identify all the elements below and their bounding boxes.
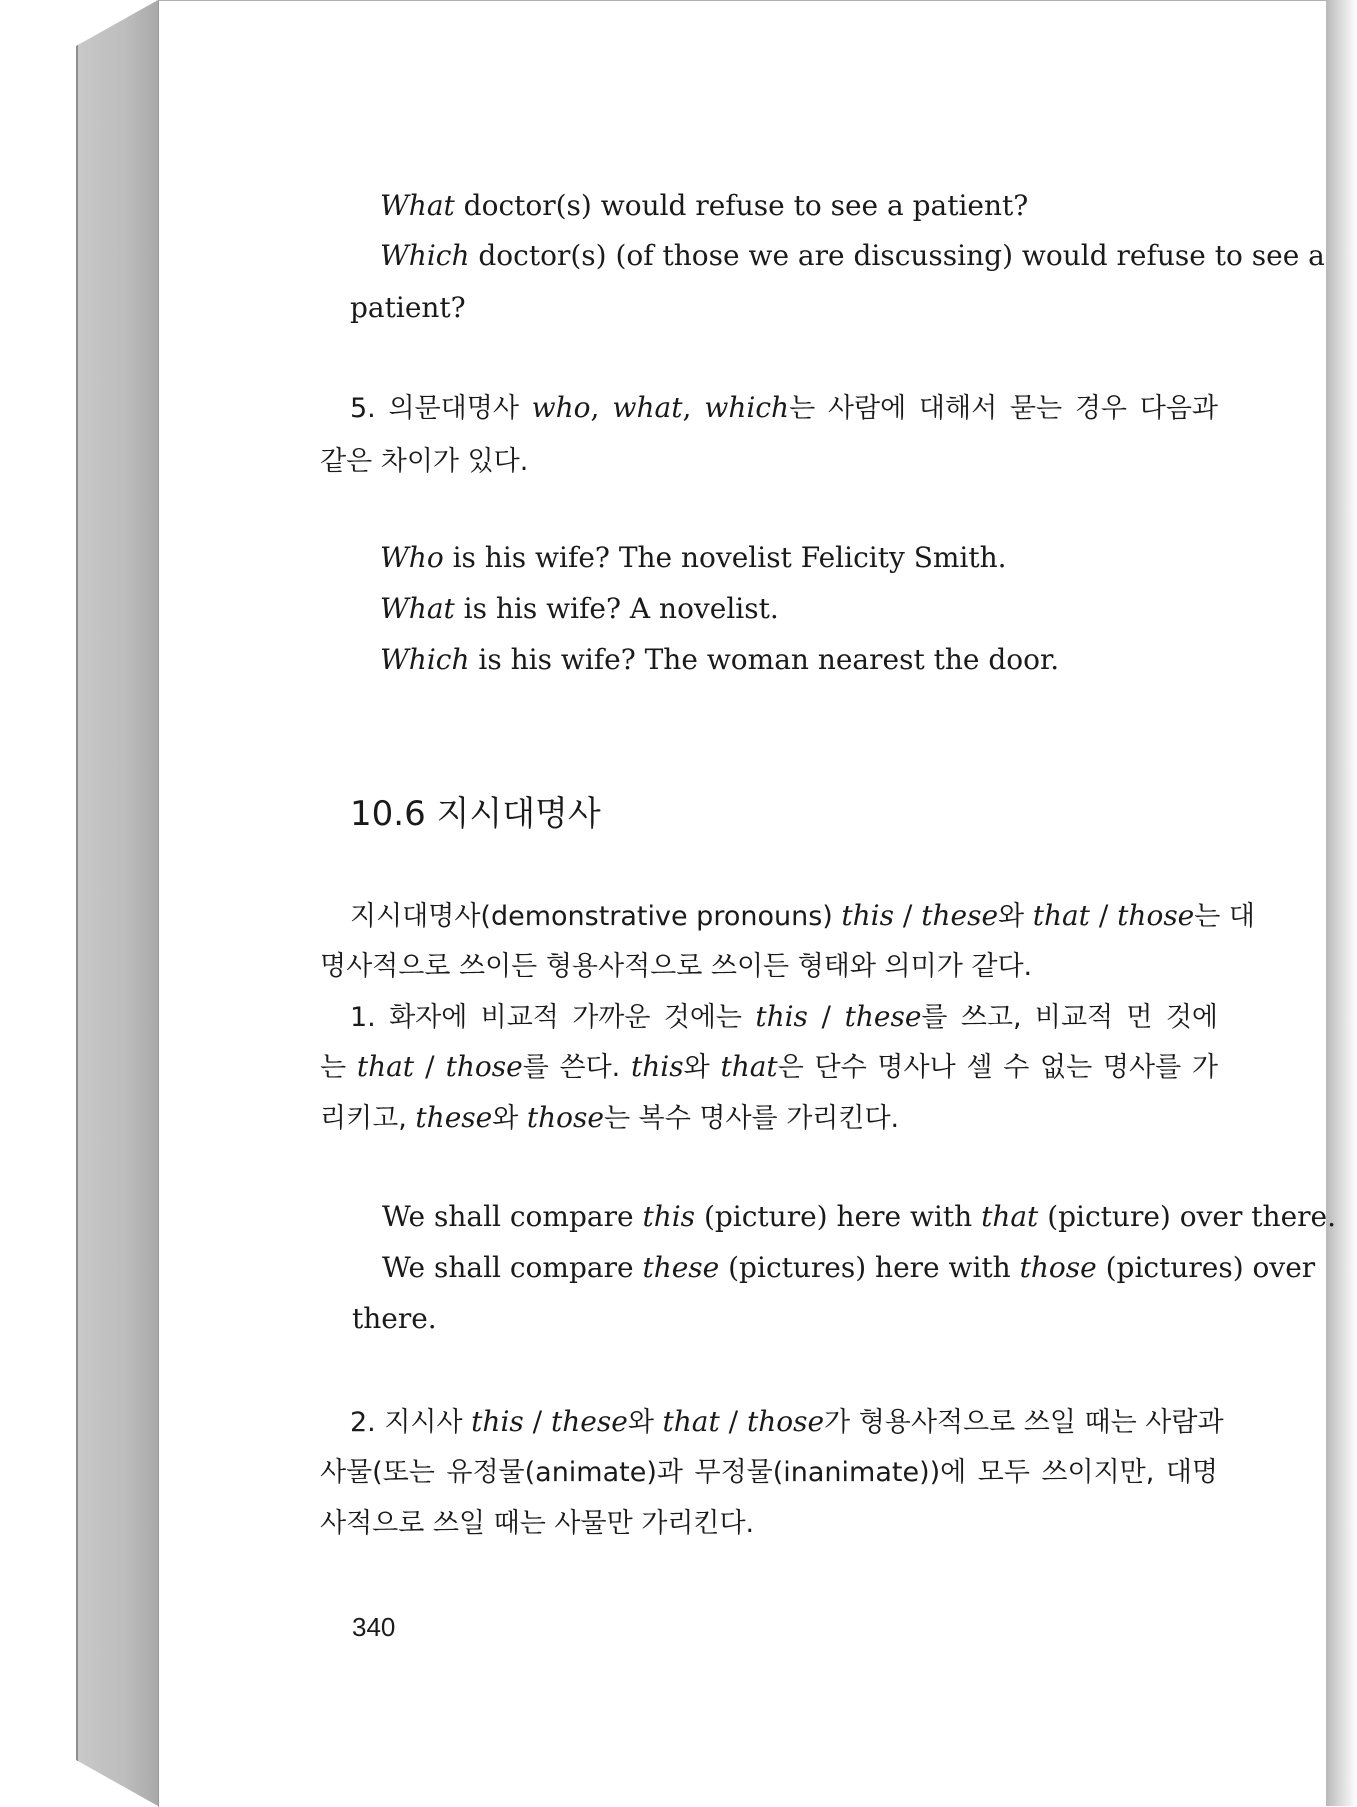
example-line: patient? [350,291,466,324]
page-edge-shadow [1326,0,1357,1806]
paragraph-line: 1. 화자에 비교적 가까운 것에는 this / these를 쓰고, 비교적 먼 것에 [350,1000,1218,1033]
section-heading: 10.6 지시대명사 [350,794,601,834]
book-spine-edge [76,0,160,1806]
example-line: Who is his wife? The novelist Felicity Smith. [380,541,1007,574]
example-line: Which doctor(s) (of those we are discussing) would refuse to see a [380,239,1325,272]
paragraph-line: 5. 의문대명사 who, what, which는 사람에 대해서 묻는 경우 다음과 [350,391,1218,424]
paragraph-line: 사물(또는 유정물(animate)과 무정물(inanimate))에 모두 쓰이지만, 대명 [320,1457,1218,1488]
paragraph-line: 같은 차이가 있다. [320,446,529,477]
example-line: Which is his wife? The woman nearest the door. [380,643,1060,676]
example-line: What is his wife? A novelist. [380,592,779,625]
example-line: What doctor(s) would refuse to see a patient? [380,189,1029,222]
paragraph-line: 명사적으로 쓰이든 형용사적으로 쓰이든 형태와 의미가 같다. [320,951,1033,982]
paragraph-line: 는 that / those를 쓴다. this와 that은 단수 명사나 셀 수 없는 명사를 가 [320,1050,1218,1083]
paragraph-line: 2. 지시사 this / these와 that / those가 형용사적으로 쓰일 때는 사람과 [350,1405,1224,1438]
page-number: 340 [352,1612,396,1642]
paragraph-line: 지시대명사(demonstrative pronouns) this / these와 that / those는 대 [350,899,1256,932]
example-line: We shall compare these (pictures) here with those (pictures) over [382,1251,1316,1284]
paragraph-line: 사적으로 쓰일 때는 사물만 가리킨다. [320,1508,755,1539]
paragraph-line: 리키고, these와 those는 복수 명사를 가리킨다. [320,1101,900,1134]
example-line: We shall compare this (picture) here with that (picture) over there. [382,1200,1336,1233]
example-line: there. [352,1302,437,1335]
